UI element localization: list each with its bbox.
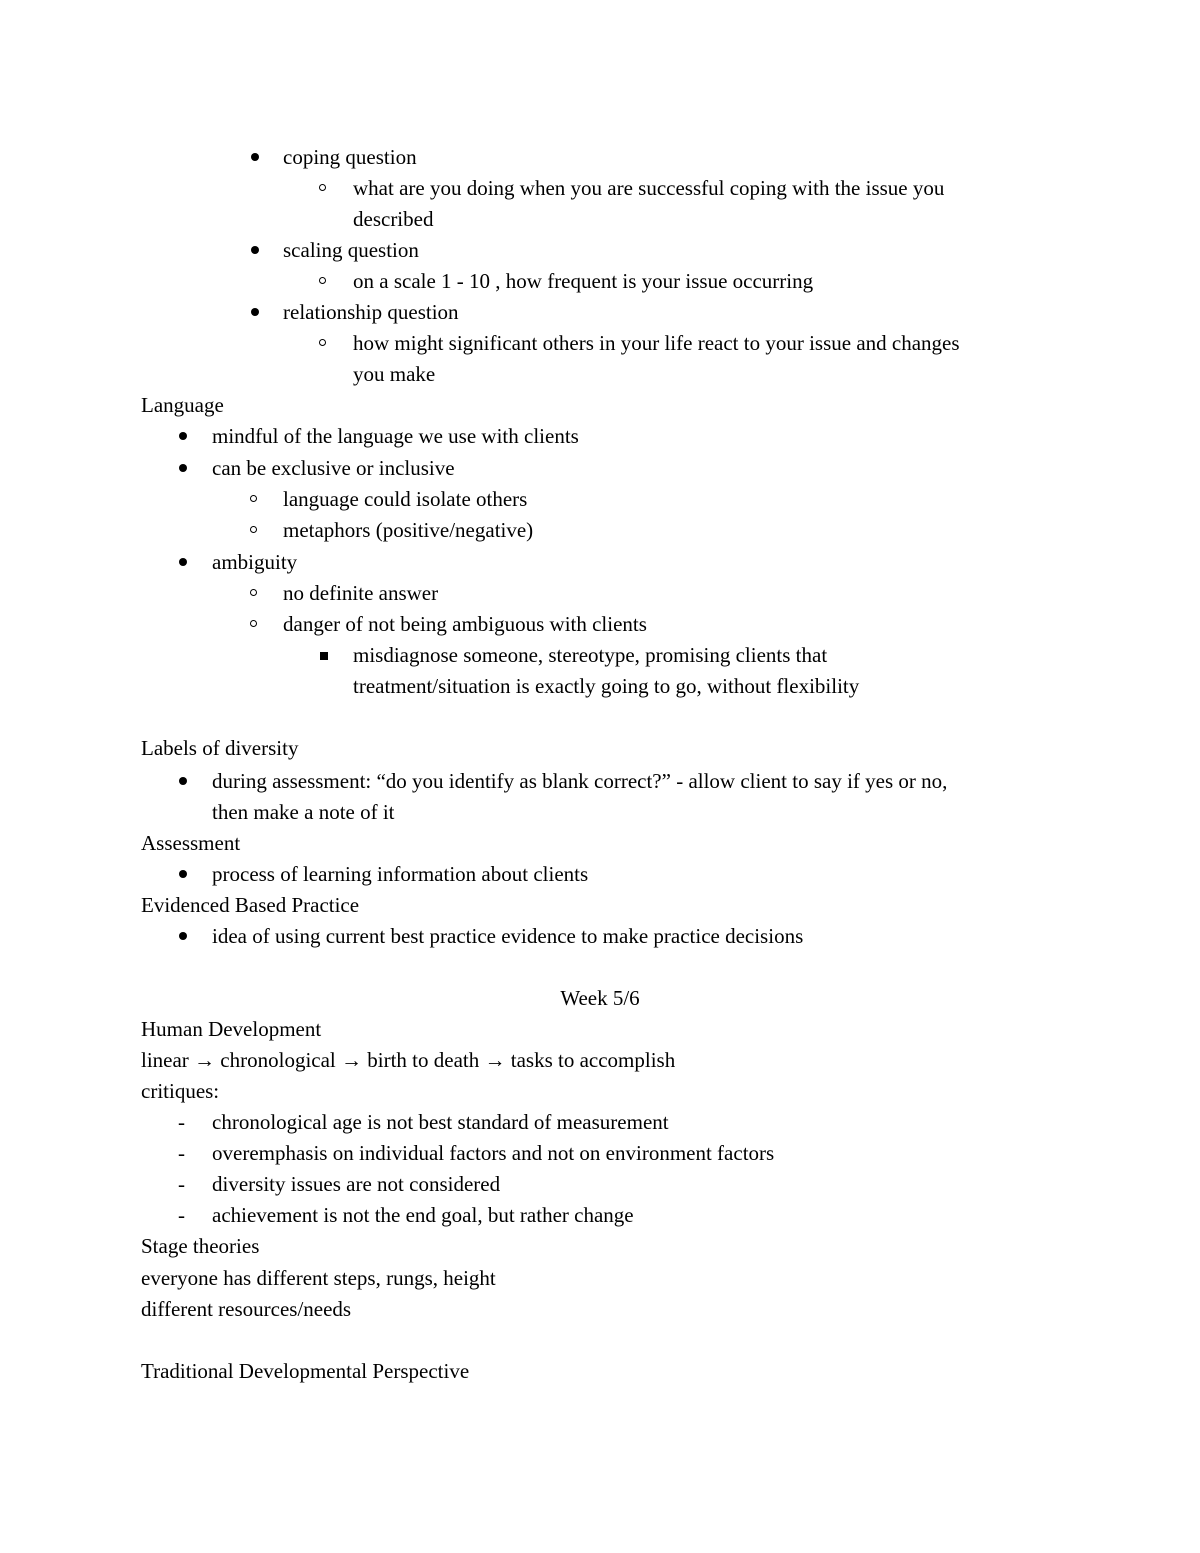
dash-bullet: - [178, 1172, 185, 1196]
language-subitem: metaphors (positive/negative) [283, 518, 534, 542]
language-item: ambiguity [212, 550, 298, 574]
traditional-perspective-heading: Traditional Developmental Perspective [141, 1359, 470, 1383]
relationship-question: relationship question [283, 300, 459, 324]
coping-question-detail: what are you doing when you are successful coping with the issue you [353, 176, 945, 200]
language-subitem: no definite answer [283, 581, 439, 605]
dash-bullet: - [178, 1141, 185, 1165]
assessment-heading: Assessment [141, 831, 241, 855]
language-subsubitem-cont: treatment/situation is exactly going to go, without flexibility [353, 674, 860, 698]
scaling-question-detail: on a scale 1 - 10 , how frequent is your issue occurring [353, 269, 814, 293]
bullet-dot-icon [179, 870, 187, 878]
scaling-question: scaling question [283, 238, 419, 262]
dash-bullet: - [178, 1110, 185, 1134]
ebp-item: idea of using current best practice evidence to make practice decisions [212, 924, 804, 948]
bullet-dot-icon [179, 432, 187, 440]
dash-bullet: - [178, 1203, 185, 1227]
human-development-heading: Human Development [141, 1017, 322, 1041]
bullet-square-icon [320, 652, 328, 660]
week-title: Week 5/6 [560, 986, 640, 1010]
critique-item: chronological age is not best standard of measurement [212, 1110, 669, 1134]
language-item: mindful of the language we use with clients [212, 424, 579, 448]
language-subitem: language could isolate others [283, 487, 528, 511]
stage-theories-line: everyone has different steps, rungs, height [141, 1266, 496, 1290]
relationship-question-detail-cont: you make [353, 362, 436, 386]
stage-theories-heading: Stage theories [141, 1234, 260, 1258]
critique-item: overemphasis on individual factors and not on environment factors [212, 1141, 775, 1165]
human-development-line: linear → chronological → birth to death → tasks to accomplish [141, 1048, 676, 1072]
bullet-dot-icon [251, 308, 259, 316]
stage-theories-line: different resources/needs [141, 1297, 352, 1321]
language-subsubitem: misdiagnose someone, stereotype, promising clients that [353, 643, 828, 667]
labels-of-diversity-item-cont: then make a note of it [212, 800, 395, 824]
bullet-dot-icon [179, 558, 187, 566]
bullet-ring-icon [319, 184, 326, 191]
labels-of-diversity-item: during assessment: “do you identify as blank correct?” - allow client to say if yes or no, [212, 769, 948, 793]
bullet-dot-icon [179, 932, 187, 940]
critique-item: diversity issues are not considered [212, 1172, 501, 1196]
bullet-dot-icon [251, 153, 259, 161]
language-subitem: danger of not being ambiguous with clients [283, 612, 647, 636]
bullet-ring-icon [319, 277, 326, 284]
bullet-dot-icon [251, 246, 259, 254]
assessment-item: process of learning information about clients [212, 862, 589, 886]
ebp-heading: Evidenced Based Practice [141, 893, 360, 917]
critique-item: achievement is not the end goal, but rather change [212, 1203, 634, 1227]
coping-question: coping question [283, 145, 417, 169]
language-heading: Language [141, 393, 224, 417]
relationship-question-detail: how might significant others in your life react to your issue and changes [353, 331, 960, 355]
language-item: can be exclusive or inclusive [212, 456, 455, 480]
bullet-ring-icon [250, 526, 257, 533]
bullet-ring-icon [250, 589, 257, 596]
critiques-heading: critiques: [141, 1079, 220, 1103]
bullet-dot-icon [179, 464, 187, 472]
bullet-ring-icon [319, 339, 326, 346]
bullet-ring-icon [250, 495, 257, 502]
bullet-ring-icon [250, 620, 257, 627]
bullet-dot-icon [179, 777, 187, 785]
labels-of-diversity-heading: Labels of diversity [141, 736, 299, 760]
coping-question-detail-cont: described [353, 207, 434, 231]
